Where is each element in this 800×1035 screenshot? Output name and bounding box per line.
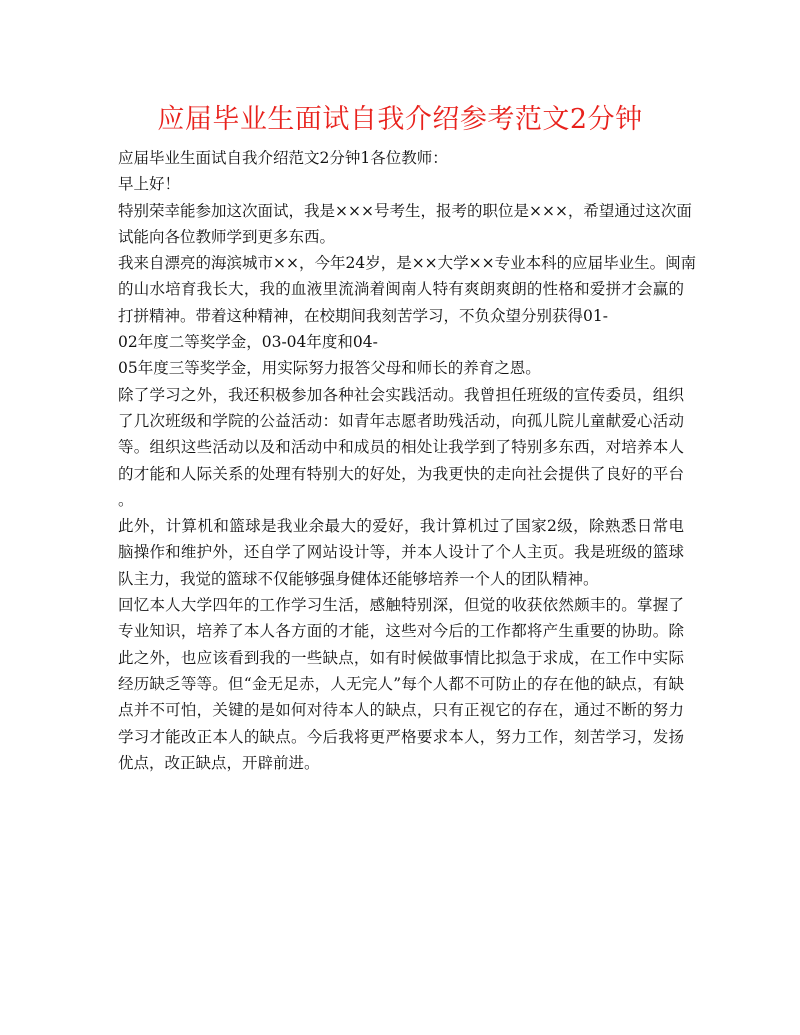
body-text-line: 脑操作和维护外，还自学了网站设计等，并本人设计了个人主页。我是班级的篮球 (118, 543, 684, 562)
body-text-line: 优点，改正缺点，开辟前进。 (118, 753, 320, 772)
body-text-line: 的才能和人际关系的处理有特别大的好处，为我更快的走向社会提供了良好的平台 (118, 464, 684, 483)
body-text-line: 05年度三等奖学金，用实际努力报答父母和师长的养育之恩。 (118, 359, 541, 378)
body-text-line: 队主力，我觉的篮球不仅能够强身健体还能够培养一个人的团队精神。 (118, 569, 599, 588)
body-text-line: 早上好！ (118, 175, 181, 194)
body-text-line: 试能向各位教师学到更多东西。 (118, 227, 336, 246)
body-text-line: 02年度二等奖学金，03-04年度和04- (118, 333, 378, 352)
body-text-line: 学习才能改正本人的缺点。今后我将更严格要求本人，努力工作，刻苦学习，发扬 (118, 727, 684, 746)
document-title: 应届毕业生面试自我介绍参考范文2分钟 (157, 104, 643, 135)
body-text-line: 的山水培育我长大，我的血液里流淌着闽南人特有爽朗爽朗的性格和爱拼才会赢的 (118, 280, 684, 299)
body-text-line: 专业知识，培养了本人各方面的才能，这些对今后的工作都将产生重要的协助。除 (118, 622, 684, 641)
body-text-line: 此之外，也应该看到我的一些缺点，如有时候做事情比拟急于求成，在工作中实际 (118, 648, 684, 667)
document-body (118, 145, 697, 776)
body-text-line: 此外，计算机和篮球是我业余最大的爱好，我计算机过了国家2级，除熟悉日常电 (118, 517, 684, 536)
body-text-line: 打拼精神。带着这种精神，在校期间我刻苦学习，不负众望分别获得01- (118, 306, 608, 325)
body-text-line: 了几次班级和学院的公益活动：如青年志愿者助残活动，向孤儿院儿童献爱心活动 (118, 411, 684, 430)
body-text-line: 除了学习之外，我还积极参加各种社会实践活动。我曾担任班级的宣传委员，组织 (118, 385, 684, 404)
body-text-line: 应届毕业生面试自我介绍范文2分钟1各位教师： (118, 149, 448, 167)
body-text-line: 等。组织这些活动以及和活动中和成员的相处让我学到了特别多东西，对培养本人 (118, 438, 684, 457)
body-text-line: 特别荣幸能参加这次面试，我是×××号考生，报考的职位是×××，希望通过这次面 (118, 201, 692, 220)
body-text-line: 回忆本人大学四年的工作学习生活，感触特别深，但觉的收获依然颇丰的。掌握了 (118, 596, 684, 615)
body-text-line: 经历缺乏等等。但“金无足赤，人无完人”每个人都不可防止的存在他的缺点，有缺 (118, 674, 684, 693)
body-text-line: 我来自漂亮的海滨城市××，今年24岁，是××大学××专业本科的应届毕业生。闽南 (118, 254, 697, 273)
body-text-line: 点并不可怕，关键的是如何对待本人的缺点，只有正视它的存在，通过不断的努力 (118, 701, 684, 720)
body-text-line: 。 (118, 490, 134, 509)
